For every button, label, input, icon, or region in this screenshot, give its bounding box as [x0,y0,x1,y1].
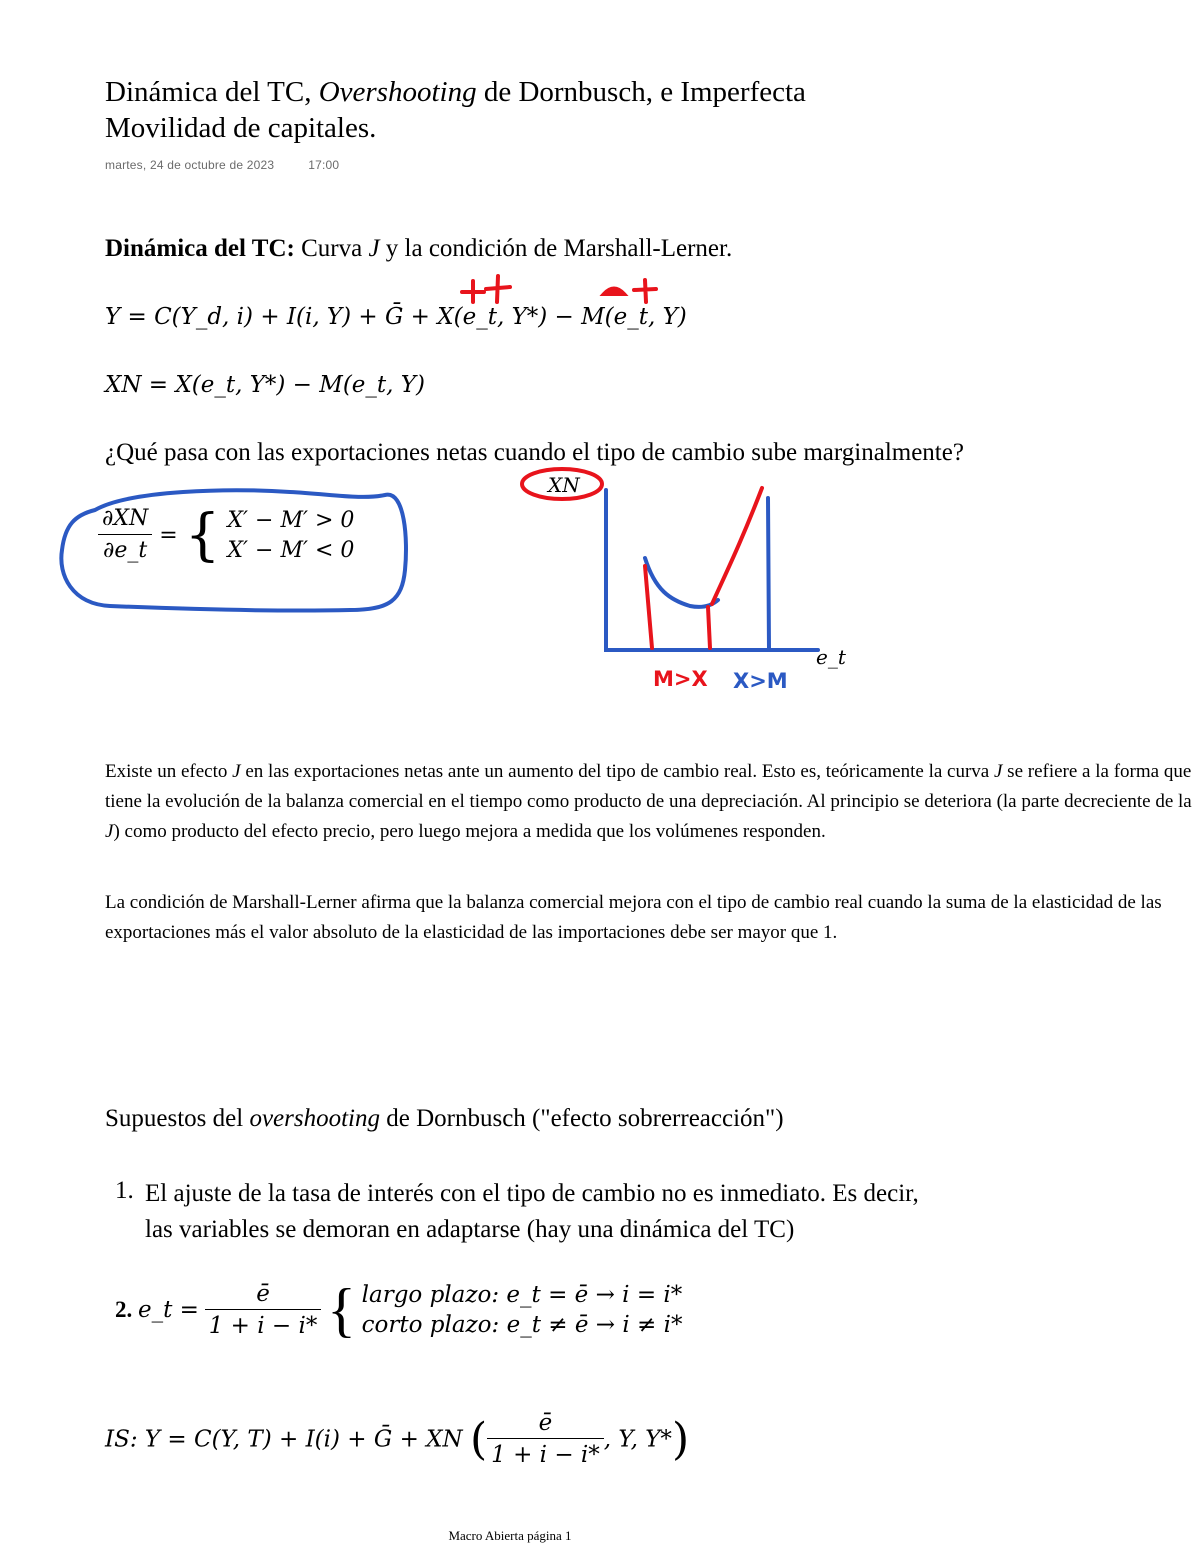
left-red-drop [645,566,652,648]
graph-axes [606,490,818,650]
derivative-fraction: $\frac{\partial XN}{\partial e\_t}$ [98,504,152,567]
handwritten-annotations [0,0,1200,720]
plazo-cases [362,1280,683,1340]
question-text: ¿Qué pasa con las exportaciones netas cuando el tipo de cambio sube marginalmente? [105,439,964,466]
title-line-2: Movilidad de capitales. [105,112,377,144]
et-fraction: $\frac{ē}{1 + i - i*}$ [205,1279,322,1342]
case-negative: X′ − M′ < 0 [227,537,355,563]
plus-sign-3 [634,280,656,302]
plus-sign-1 [462,281,484,302]
list-item-2 [115,1278,682,1342]
title-line-1: Dinámica del TC, Overshooting de Dornbusch, e Imperfecta [105,76,806,108]
axis-lines [606,490,818,650]
title-italic: Overshooting [318,76,477,108]
date-text: martes, 24 de octubre de 2023 [105,158,275,172]
region-label-right: X>M [733,669,788,693]
left-brace-2: { [327,1277,356,1343]
rising-red-line [712,488,762,604]
equation-xn: XN = X(e_t, Y*) − M(e_t, Y) [105,372,425,398]
case-long-run: largo plazo: e_t = ē → i = i* [361,1282,683,1308]
et-lhs: e_t = [138,1297,199,1323]
is-fraction: $\frac{ē}{1 + i - i*}$ [487,1408,604,1471]
graph-y-label: XN [548,473,580,497]
minus-sign [604,289,624,295]
page-footer: Macro Abierta página 1 [448,1528,572,1543]
case-short-run: corto plazo: e_t ≠ ē → i ≠ i* [361,1312,683,1338]
j-curve-trough [645,558,718,607]
is-equation: IS: Y = C(Y, T) + I(i) + Ḡ + XN ( $\frac{ē}{1 + i - i*}$ , Y, Y*) [105,1408,689,1471]
list-item-2-number: 2. [115,1297,133,1322]
left-brace: { [184,502,221,568]
graph-x-label: e_t [816,645,846,669]
section2-heading: Supuestos del overshooting de Dornbusch ("efecto sobrerreacción") [105,1105,784,1132]
right-vertical-line [768,498,769,650]
red-curve [645,488,762,648]
region-label-left: M>X [653,667,708,691]
middle-red-drop [708,607,710,648]
list-item-1-number: 1. [115,1177,134,1204]
list-item-1: El ajuste de la tasa de interés con el tipo de cambio no es inmediato. Es decir, las variables se demoran en adaptarse (hay una dinámica del TC) [145,1180,919,1243]
section1-heading: Dinámica del TC: Curva J y la condición de Marshall-Lerner. [105,235,733,262]
time-text: 17:00 [308,158,340,172]
plus-sign-2 [486,276,510,302]
case-positive: X′ − M′ > 0 [227,507,355,533]
derivative-cases: $\frac{\partial XN}{\partial e\_t}$ = { X′ − M′ > 0 X′ − M′ < 0 [98,504,354,567]
equation-y: Y = C(Y_d, i) + I(i, Y) + Ḡ + X(e_t, Y*) − M(e_t, Y) [105,304,687,330]
sign-marks [462,276,656,302]
paragraph-marshall-lerner: La condición de Marshall-Lerner afirma que la balanza comercial mejora con el tipo de cambio real cuando la suma de la elasticidad de las exportaciones más el valor absoluto de la elasticidad de las importaciones debe ser mayor que 1. [105,892,1162,943]
paragraph-j-effect: Existe un efecto J en las exportaciones netas ante un aumento del tipo de cambio real. Esto es, teóricamente la curva J se refiere a la forma que tiene la evolución de la balanza comercial en el tiempo como producto de una depreciación. Al principio se deteriora (la parte decreciente de la J) como producto del efecto precio, pero luego mejora a medida que los volúmenes responden. [105,761,1192,842]
highlight-ellipse [61,490,406,610]
